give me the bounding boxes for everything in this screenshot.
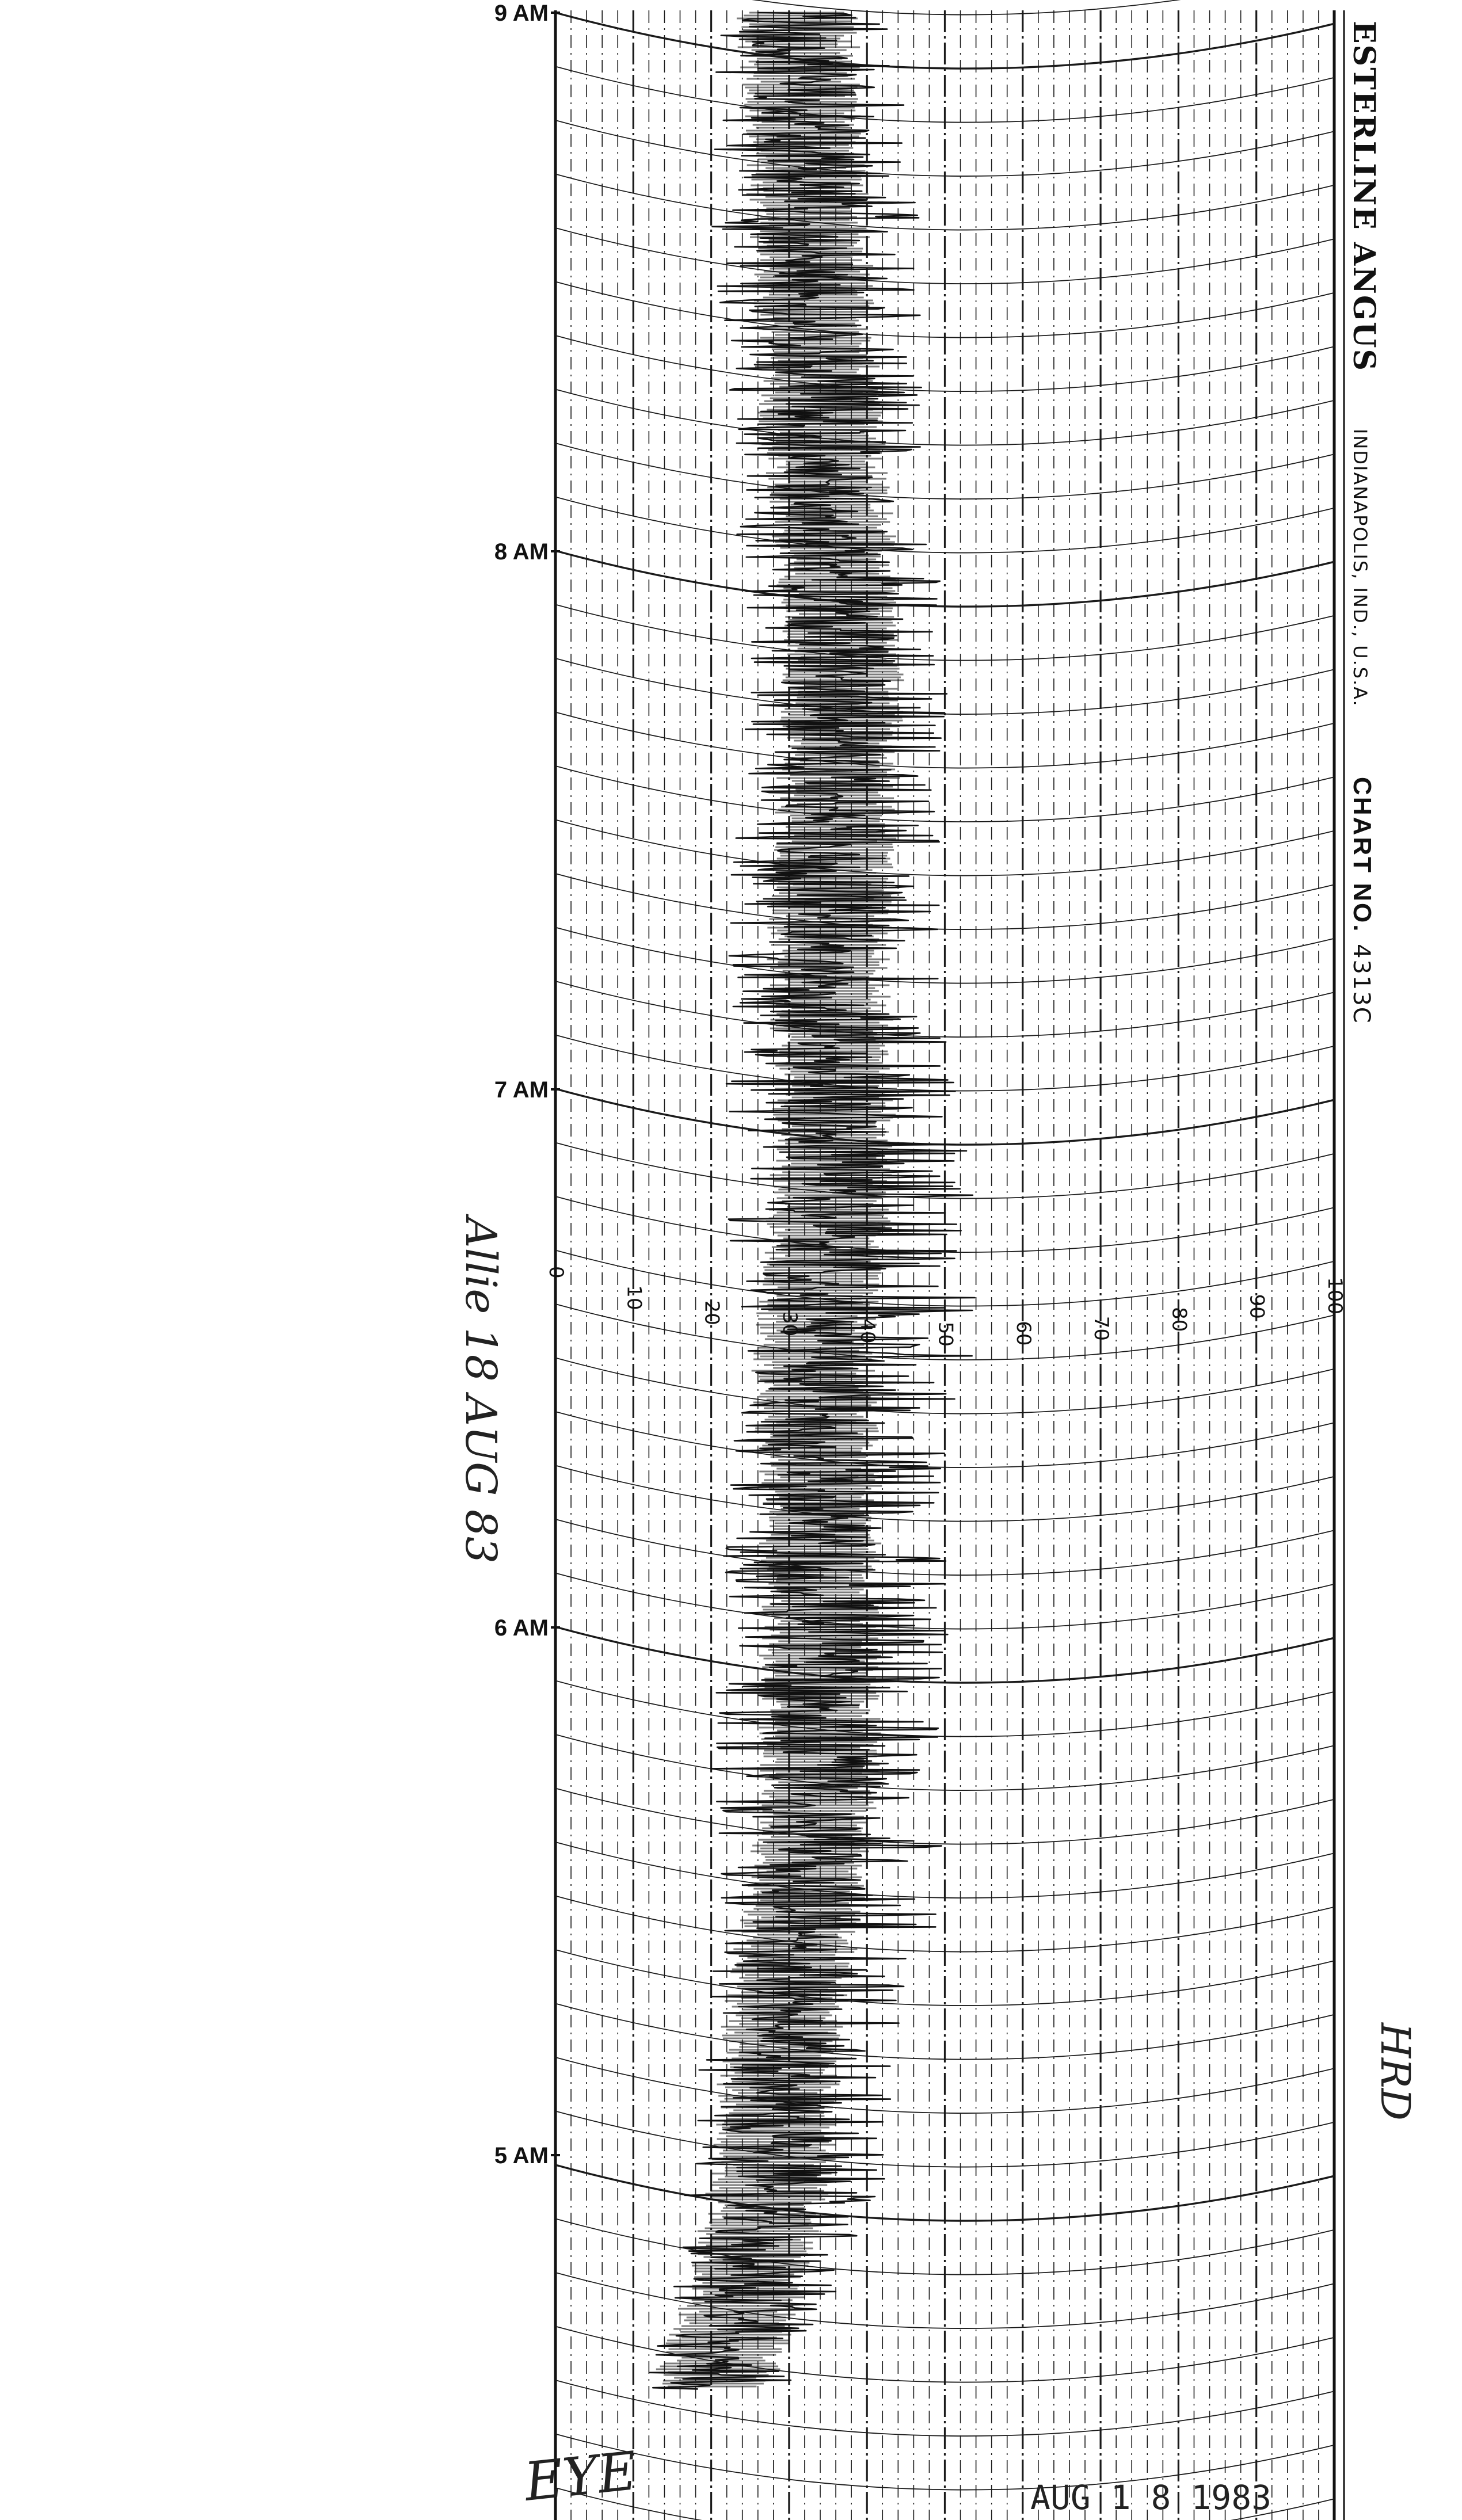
brand-label: ESTERLINE ANGUS — [1346, 21, 1381, 372]
value-tick-label: 70 — [1090, 1316, 1113, 1341]
time-tick-label: 8 AM — [494, 539, 549, 565]
value-tick-label: 50 — [934, 1321, 957, 1347]
value-tick-label: 20 — [700, 1300, 724, 1325]
time-tick-label: 7 AM — [494, 1077, 549, 1103]
chart-number-value: 4313C — [1348, 944, 1375, 1024]
handwritten-bottom-note: EYE — [521, 2440, 640, 2513]
location-label: INDIANAPOLIS, IND., U.S.A. — [1349, 429, 1371, 707]
chart-imprint — [1346, 21, 1381, 1024]
date-stamp: AUG 1 8 1983 — [1030, 2478, 1272, 2517]
chart-grid — [555, 0, 1344, 2520]
time-tick-label: 6 AM — [494, 1615, 549, 1641]
value-tick-label: 90 — [1245, 1294, 1269, 1319]
value-tick-label: 60 — [1011, 1321, 1035, 1346]
value-tick-label: 0 — [545, 1266, 568, 1279]
value-tick-label: 30 — [778, 1312, 801, 1337]
data-trace — [650, 13, 974, 2389]
handwritten-right-note: HRD — [1372, 2023, 1419, 2121]
value-tick-label: 10 — [622, 1285, 646, 1310]
time-tick-label: 5 AM — [494, 2143, 549, 2168]
handwritten-annotations — [456, 1214, 1419, 2517]
handwritten-station-note: Allie 18 AUG 83 — [456, 1217, 505, 1564]
time-tick-label: 9 AM — [494, 1, 549, 26]
value-tick-label: 40 — [856, 1318, 880, 1344]
value-tick-label: 100 — [1323, 1277, 1346, 1315]
value-tick-label: 80 — [1167, 1307, 1191, 1332]
chart-number-label: CHART NO. — [1348, 777, 1376, 933]
